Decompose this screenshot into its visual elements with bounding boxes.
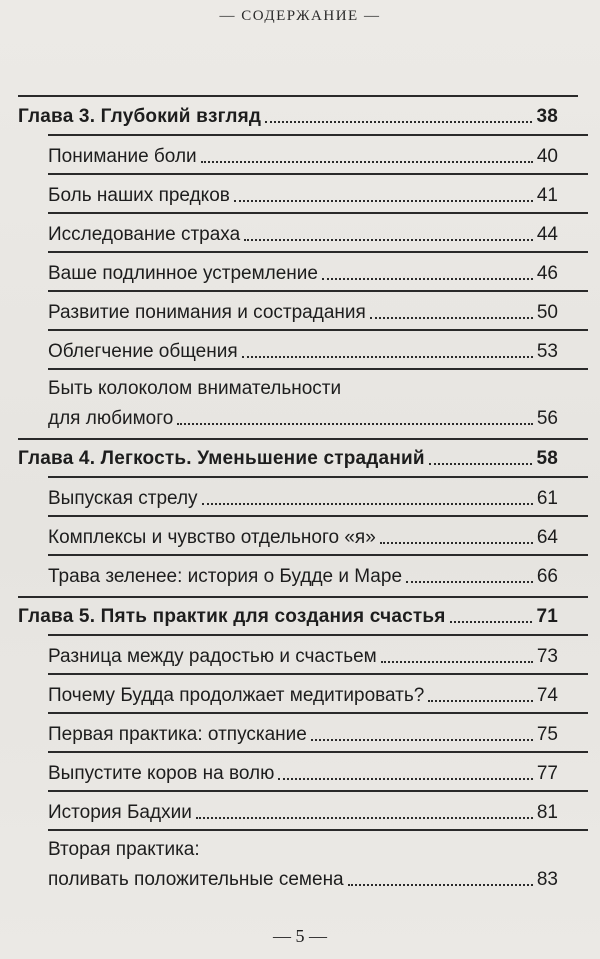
dot-leader <box>311 739 533 741</box>
entry-rule <box>48 368 588 370</box>
page-number: 53 <box>536 341 558 362</box>
page-number: 61 <box>536 488 558 509</box>
page-number: 40 <box>536 146 558 167</box>
toc-entry[interactable] <box>18 402 558 430</box>
toc-entry[interactable] <box>18 253 558 285</box>
page-number: 64 <box>536 527 558 548</box>
dot-leader <box>380 542 533 544</box>
dot-leader <box>348 884 533 886</box>
dot-leader <box>177 423 533 425</box>
toc-entry[interactable] <box>18 214 558 246</box>
page-number: 38 <box>536 106 558 127</box>
dot-leader <box>242 356 533 358</box>
dot-leader <box>381 661 533 663</box>
entry-title: Почему Будда продолжает медитировать? <box>48 685 425 706</box>
page-number: 66 <box>536 566 558 587</box>
toc-entry[interactable] <box>18 636 558 668</box>
page-number: 56 <box>536 408 558 429</box>
entry-title: Исследование страха <box>48 224 241 245</box>
chapter-title: Глава 4. Легкость. Уменьшение страданий <box>18 448 425 469</box>
entry-title: Ваше подлинное устремление <box>48 263 318 284</box>
dot-leader <box>234 200 533 202</box>
page-number: 81 <box>536 802 558 823</box>
dot-leader <box>202 503 533 505</box>
page-number: 58 <box>536 448 558 469</box>
dot-leader <box>429 463 533 465</box>
dot-leader <box>406 581 533 583</box>
entry-title: История Бадхии <box>48 802 192 823</box>
toc-entry[interactable] <box>18 714 558 746</box>
dot-leader <box>370 317 533 319</box>
toc-entry[interactable] <box>18 517 558 549</box>
header-rule <box>18 95 578 97</box>
toc-entry[interactable] <box>18 292 558 324</box>
toc-chapter[interactable] <box>18 598 558 628</box>
entry-title: Трава зеленее: история о Будде и Маре <box>48 566 403 587</box>
entry-title: для любимого <box>48 408 174 429</box>
page-number: 50 <box>536 302 558 323</box>
entry-title: Боль наших предков <box>48 185 230 206</box>
page-number: 75 <box>536 724 558 745</box>
page-number: 77 <box>536 763 558 784</box>
entry-title: Развитие понимания и сострадания <box>48 302 366 323</box>
toc-entry[interactable] <box>18 675 558 707</box>
entry-title: Разница между радостью и счастьем <box>48 646 377 667</box>
dot-leader <box>201 161 533 163</box>
toc-entry[interactable] <box>18 753 558 785</box>
toc-entry[interactable] <box>18 792 558 824</box>
chapter-title: Глава 5. Пять практик для создания счастья <box>18 606 446 627</box>
dot-leader <box>322 278 533 280</box>
page-folio: — 5 — <box>273 926 327 946</box>
entry-title: Выпустите коров на волю <box>48 763 275 784</box>
page-number: 41 <box>536 185 558 206</box>
toc-entry[interactable] <box>18 331 558 363</box>
toc-chapter[interactable] <box>18 100 558 128</box>
entry-title: Выпуская стрелу <box>48 488 198 509</box>
toc-entry[interactable] <box>18 863 558 891</box>
page-number: 71 <box>536 606 558 627</box>
dot-leader <box>450 621 533 623</box>
toc-chapter[interactable] <box>18 440 558 470</box>
entry-title: поливать положительные семена <box>48 869 344 890</box>
entry-title: Облегчение общения <box>48 341 238 362</box>
entry-title: Первая практика: отпускание <box>48 724 307 745</box>
dot-leader <box>196 817 533 819</box>
toc-entry[interactable] <box>18 556 558 588</box>
toc-entry-first-line: Вторая практика: <box>48 839 200 860</box>
entry-title: Комплексы и чувство отдельного «я» <box>48 527 376 548</box>
dot-leader <box>244 239 533 241</box>
page-number: 44 <box>536 224 558 245</box>
page-number: 74 <box>536 685 558 706</box>
table-of-contents <box>18 100 558 891</box>
toc-entry[interactable] <box>18 175 558 207</box>
dot-leader <box>265 121 532 123</box>
dot-leader <box>278 778 533 780</box>
page-number: 73 <box>536 646 558 667</box>
chapter-title: Глава 3. Глубокий взгляд <box>18 106 262 127</box>
running-head: — СОДЕРЖАНИЕ — <box>219 8 381 24</box>
page-number: 83 <box>536 869 558 890</box>
toc-entry-first-line: Быть колоколом внимательности <box>48 378 342 399</box>
dot-leader <box>428 700 533 702</box>
toc-entry[interactable] <box>18 478 558 510</box>
toc-entry[interactable] <box>18 136 558 168</box>
page-number: 46 <box>536 263 558 284</box>
entry-rule <box>48 829 588 831</box>
entry-title: Понимание боли <box>48 146 197 167</box>
